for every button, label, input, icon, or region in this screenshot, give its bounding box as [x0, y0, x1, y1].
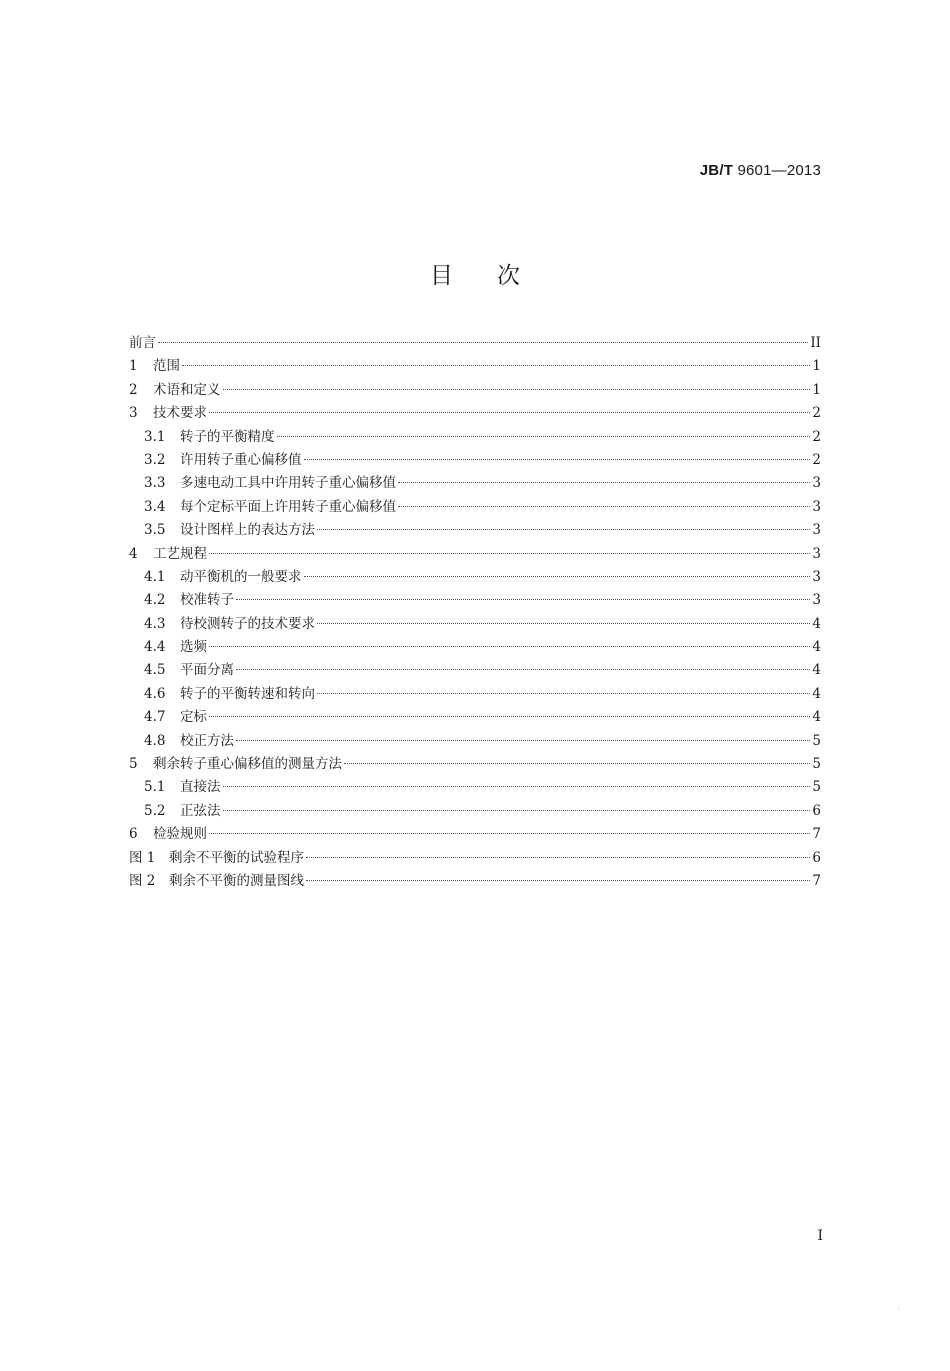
toc-entry-page: 2 — [812, 428, 821, 445]
toc-dot-leader — [236, 740, 810, 741]
toc-entry-page: 1 — [812, 381, 821, 398]
toc-entry-page: 1 — [812, 358, 821, 375]
toc-entry[interactable] — [129, 426, 821, 449]
toc-entry-page: 4 — [812, 615, 821, 632]
toc-entry[interactable] — [129, 519, 821, 542]
toc-entry-number: 4.3 — [144, 615, 166, 632]
toc-dot-leader — [317, 623, 810, 624]
toc-entry-number: 5 — [129, 756, 138, 773]
toc-entry-page: 6 — [812, 849, 821, 866]
toc-entry[interactable] — [129, 636, 821, 659]
toc-entry-number: 4.4 — [144, 639, 166, 656]
toc-entry-page: 5 — [812, 756, 821, 773]
toc-entry-page: 3 — [812, 568, 821, 585]
toc-entry[interactable] — [129, 355, 821, 378]
toc-dot-leader — [304, 459, 811, 460]
toc-entry[interactable] — [129, 402, 821, 425]
toc-dot-leader — [304, 576, 811, 577]
toc-entry-page: 5 — [812, 779, 821, 796]
toc-entry[interactable] — [129, 730, 821, 753]
toc-entry-title: 许用转子重心偏移值 — [180, 451, 302, 468]
toc-entry-page: 6 — [812, 802, 821, 819]
toc-dot-leader — [182, 365, 810, 366]
toc-entry-title: 平面分离 — [180, 662, 234, 679]
toc-entry-page: 3 — [812, 498, 821, 515]
toc-entry[interactable] — [129, 379, 821, 402]
toc-entry-title: 范围 — [153, 358, 180, 375]
toc-entry-number: 5.2 — [144, 802, 166, 819]
toc-entry-number: 4 — [129, 545, 138, 562]
toc-entry-number: 4.7 — [144, 709, 166, 726]
toc-entry-number: 4.5 — [144, 662, 166, 679]
toc-entry-title: 正弦法 — [180, 802, 221, 819]
standard-code — [700, 162, 821, 179]
toc-title: 目次 — [430, 263, 564, 289]
toc-dot-leader — [209, 833, 810, 834]
toc-entry-number: 6 — [129, 826, 138, 843]
toc-entry-title: 技术要求 — [153, 405, 207, 422]
toc-entry-title: 选频 — [180, 639, 207, 656]
toc-entry-title: 多速电动工具中许用转子重心偏移值 — [180, 475, 396, 492]
standard-prefix: JB/T — [699, 162, 734, 179]
toc-entry-title: 剩余不平衡的试验程序 — [169, 849, 304, 866]
toc-entry-number: 1 — [129, 358, 138, 375]
toc-entry[interactable] — [129, 543, 821, 566]
toc-entry[interactable] — [129, 449, 821, 472]
toc-entry-page: 3 — [812, 475, 821, 492]
toc-dot-leader — [223, 389, 811, 390]
toc-entry-page: 7 — [812, 826, 821, 843]
toc-entry-title: 动平衡机的一般要求 — [180, 568, 302, 585]
toc-dot-leader — [306, 857, 810, 858]
toc-entry-number: 4.8 — [144, 732, 166, 749]
toc-entry-page: 5 — [812, 732, 821, 749]
toc-entry-title: 前言 — [129, 335, 156, 351]
toc-entry-title: 每个定标平面上许用转子重心偏移值 — [180, 498, 396, 515]
toc-entry-title: 检验规则 — [153, 826, 207, 843]
toc-entry-number: 图 2 — [129, 872, 156, 889]
toc-entry-page: 4 — [812, 662, 821, 679]
toc-dot-leader — [398, 506, 810, 507]
toc-entry-page: 4 — [812, 685, 821, 702]
toc-entry-page: 4 — [812, 639, 821, 656]
toc-entry-number: 2 — [129, 381, 138, 398]
toc-entry-page: 3 — [812, 522, 821, 539]
toc-entry-title: 剩余不平衡的测量图线 — [169, 872, 304, 889]
toc-dot-leader — [277, 436, 811, 437]
toc-dot-leader — [209, 646, 810, 647]
standard-number: 9601—2013 — [737, 162, 821, 179]
toc-entry-title: 直接法 — [180, 779, 221, 796]
toc-entry-title: 校准转子 — [180, 592, 234, 609]
toc-dot-leader — [223, 810, 811, 811]
toc-entry-number: 3 — [129, 405, 138, 422]
toc-entry[interactable] — [129, 847, 821, 870]
toc-entry[interactable] — [129, 800, 821, 823]
toc-dot-leader — [398, 482, 810, 483]
toc-entry[interactable] — [129, 613, 821, 636]
toc-entry-title: 设计图样上的表达方法 — [180, 522, 315, 539]
toc-dot-leader — [223, 786, 811, 787]
toc-entry[interactable] — [129, 589, 821, 612]
toc-dot-leader — [209, 716, 810, 717]
toc-entry-number: 3.3 — [144, 475, 166, 492]
toc-entry[interactable] — [129, 753, 821, 776]
toc-entry-title: 剩余转子重心偏移值的测量方法 — [153, 756, 342, 773]
toc-entry-title: 定标 — [180, 709, 207, 726]
toc-entry-number: 4.1 — [144, 568, 166, 585]
toc-entry-page: II — [810, 335, 821, 351]
page-number: I — [817, 1228, 823, 1244]
toc-dot-leader — [209, 412, 810, 413]
toc-entry-title: 术语和定义 — [153, 381, 221, 398]
toc-entry-title: 转子的平衡精度 — [180, 428, 275, 445]
toc-dot-leader — [209, 553, 810, 554]
toc-entry[interactable] — [129, 496, 821, 519]
toc-dot-leader — [317, 529, 810, 530]
toc-entry[interactable] — [129, 472, 821, 495]
toc-entry-page: 4 — [812, 709, 821, 726]
table-of-contents — [129, 332, 821, 893]
toc-entry-title: 工艺规程 — [153, 545, 207, 562]
toc-entry-number: 3.2 — [144, 451, 166, 468]
toc-entry[interactable] — [129, 776, 821, 799]
toc-entry[interactable] — [129, 332, 821, 355]
toc-entry-page: 3 — [812, 592, 821, 609]
scan-mark: · — [897, 1305, 900, 1314]
toc-entry-page: 2 — [812, 451, 821, 468]
toc-entry-page: 7 — [812, 872, 821, 889]
toc-entry-number: 4.2 — [144, 592, 166, 609]
toc-entry-page: 3 — [812, 545, 821, 562]
toc-entry-number: 3.1 — [144, 428, 166, 445]
toc-dot-leader — [306, 880, 810, 881]
toc-entry-page: 2 — [812, 405, 821, 422]
toc-entry[interactable] — [129, 706, 821, 729]
toc-dot-leader — [236, 669, 810, 670]
toc-dot-leader — [317, 693, 810, 694]
toc-entry-title: 转子的平衡转速和转向 — [180, 685, 315, 702]
toc-entry-number: 3.4 — [144, 498, 166, 515]
toc-entry-number: 4.6 — [144, 685, 166, 702]
toc-entry[interactable] — [129, 870, 821, 893]
toc-dot-leader — [344, 763, 810, 764]
toc-dot-leader — [158, 342, 808, 343]
toc-entry[interactable] — [129, 566, 821, 589]
toc-dot-leader — [236, 599, 810, 600]
toc-entry-number: 3.5 — [144, 522, 166, 539]
toc-entry-number: 5.1 — [144, 779, 166, 796]
toc-entry[interactable] — [129, 823, 821, 846]
toc-entry[interactable] — [129, 659, 821, 682]
toc-entry[interactable] — [129, 683, 821, 706]
toc-entry-title: 待校测转子的技术要求 — [180, 615, 315, 632]
toc-entry-number: 图 1 — [129, 849, 156, 866]
toc-entry-title: 校正方法 — [180, 732, 234, 749]
